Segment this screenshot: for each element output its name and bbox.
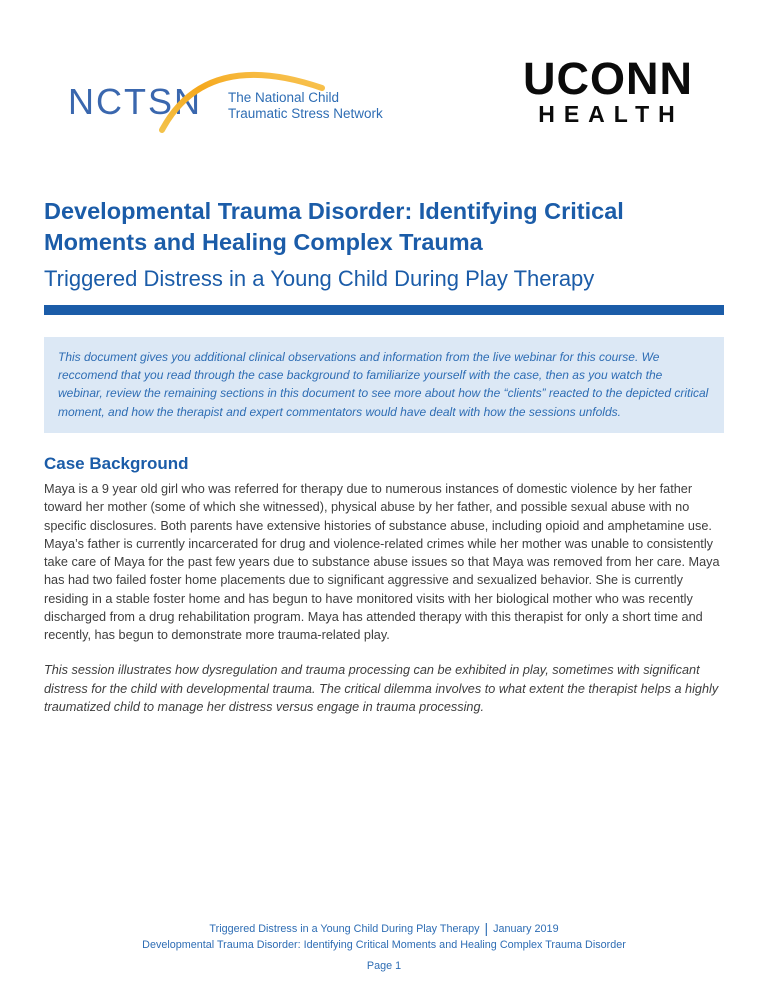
footer-line2: Developmental Trauma Disorder: Identifying Critical Moments and Healing Complex Trauma Disorder (142, 939, 626, 952)
document-title-line1: Developmental Trauma Disorder: Identifying Critical (44, 198, 624, 224)
nctsn-logo (68, 81, 383, 122)
document-title-line2: Moments and Healing Complex Trauma (44, 229, 483, 255)
document-body (44, 196, 724, 716)
section-heading-case-background: Case Background (44, 453, 189, 473)
nctsn-tagline-line2: Traumatic Stress Network (228, 106, 383, 122)
uconn-logo-line1: UCONN (523, 53, 693, 104)
nctsn-tagline-line1: The National Child (228, 90, 340, 105)
footer-date: January 2019 (493, 923, 559, 935)
nctsn-wordmark: NCTSN (68, 81, 202, 122)
case-background-paragraph: Maya is a 9 year old girl who was referred for therapy due to numerous instances of domestic violence by her father toward her mother (some of which she witnessed), physical abuse by her father, and possible sexual abuse with no specific disclosures. Both parents have extensive histories of substance abuse, including opioid and amphetamine use. Maya’s father is currently incarcerated for drug and violence-related crimes while her mother was unable to consistently take care of Maya for the past few years due to substance abuse issues so that Maya was removed from her care. Maya has had two failed foster home placements due to significant aggressive and sexualized behavior. She is currently residing in a stable foster home and has begun to have monitored visits with her biological mother who was recently discharged from a drug rehabilitation program. Maya has attended therapy with this therapist for only a short time and recently, has begun to demonstrate more trauma-related play. (44, 481, 720, 643)
document-title (44, 196, 724, 258)
uconn-health-logo (518, 53, 698, 127)
document-subtitle: Triggered Distress in a Young Child During Play Therapy (44, 266, 595, 291)
uconn-logo-line2: HEALTH (538, 101, 684, 127)
page-footer (0, 919, 768, 974)
footer-line1 (0, 919, 768, 938)
footer-separator: | (484, 920, 489, 936)
session-summary-paragraph: This session illustrates how dysregulation and trauma processing can be exhibited in play, sometimes with significant distress for the child with developmental trauma. The critical dilemma involves to what extent the therapist helps a highly traumatized child to manage her distress versus engage in trauma processing. (44, 663, 719, 715)
nctsn-tagline (228, 90, 383, 122)
intro-note-box: This document gives you additional clinical observations and information from the live webinar for this course. We reccomend that you read through the case background to familiarize yourself with the case, then as you watch the webinar, review the remaining sections in this document to see more about how the “clients” reacted to the depicted critical moment, and how the therapist and expert commentators would have dealt with how the sessions unfolds. (44, 337, 724, 433)
title-divider-bar (44, 305, 724, 315)
footer-course-title: Triggered Distress in a Young Child During Play Therapy (209, 923, 480, 935)
footer-page-number: Page 1 (366, 960, 402, 973)
